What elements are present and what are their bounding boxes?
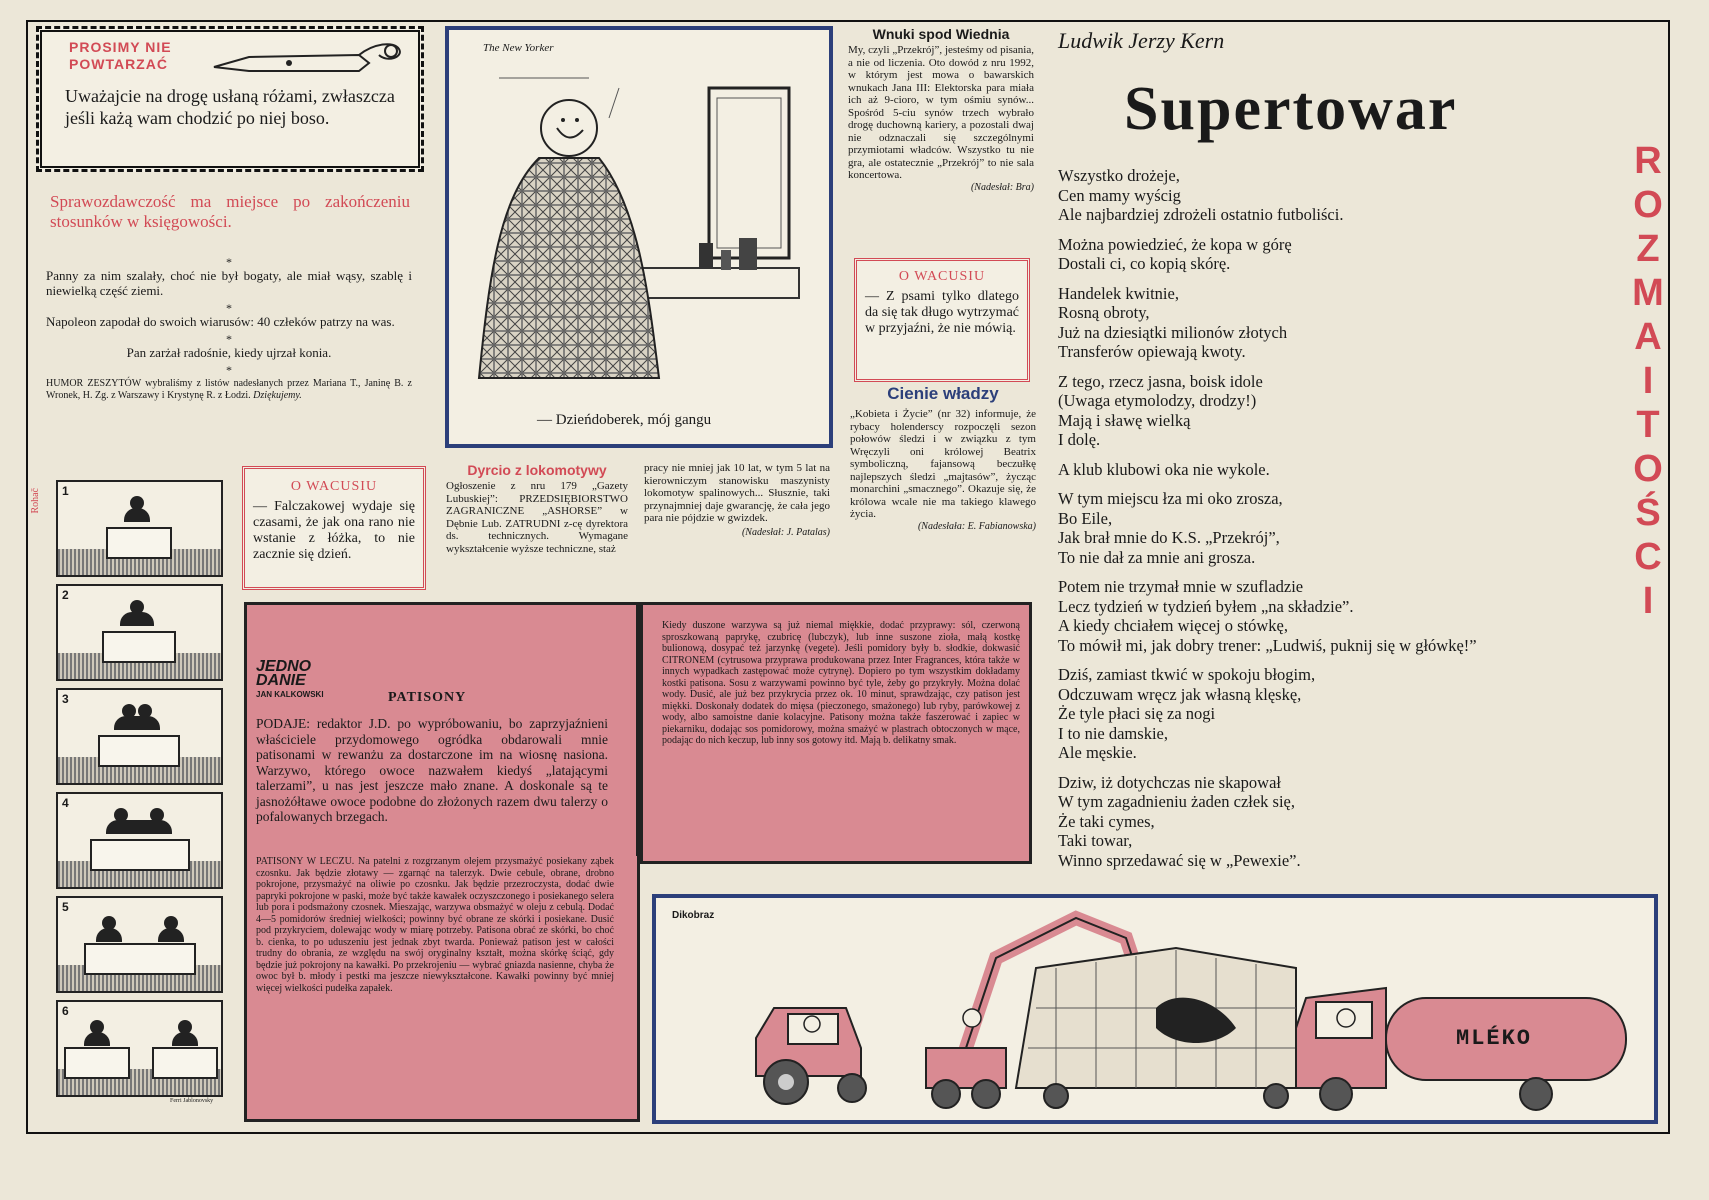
strip-panel: 1 (56, 480, 223, 577)
poem-title: Supertowar (1124, 75, 1458, 143)
strip-panel: 3 (56, 688, 223, 785)
recipe-right: Kiedy duszone warzywa są już niemal miękkie, dodać przyprawy: sól, czerwoną sproszkowaną paprykę, czubricę (lubczyk), lub inne suszone zioła, małą kostkę bulionową, dosypać też jarzynkę (vegete). Jeśli pomidory były b. słodkie, dokwasić CITRONEM (cytrusowa przyprawa produkowana przez Inter Fragrances, która także w innych wypadkach zastępować może cytrynę). Dopiero po tym wszystkim dokładamy kostki patisona. Sosu z warzywami powinno być tyle, żeby go przykryły. Można dolać wody. Dusić, ale już bez przykrycia przez ok. 10 minut, sprawdzając, czy patison jest miękki. Doskonały dodatek do mięsa (pieczonego, smażonego) lub ryby, parówkowej z wody, albo samoistne danie kolacyjne. Patisony można także faszerować i zapiec w piekarniku, dodając sos pomidorowy, można smażyć w plastrach obtoczonych w mące, podając do nich keczup, lub inny sos gotowy itd. Mają b. delikatny smak. (662, 620, 1020, 746)
logo-line2: DANIE (256, 672, 306, 689)
newyorker-cartoon (445, 26, 833, 448)
recipe-author: JAN KALKOWSKI (256, 690, 324, 699)
poem-stanza: Wszystko drożeje, Cen mamy wyścig Ale najbardziej zdrożeli ostatnio futboliści. (1058, 166, 1344, 224)
strip-artist: Ferri Jablonovsky (170, 1098, 214, 1104)
poem-stanza: Dziś, zamiast tkwić w spokoju błogim, Odczuwam wręcz jak własną klęskę, Że tyle płaci się za nogi I to nie damskie, Ale męskie. (1058, 665, 1316, 762)
strip-panel: 6 (56, 1000, 223, 1097)
cienie-title: Cienie władzy (887, 384, 999, 403)
recipe-intro: PODAJE: redaktor J.D. po wypróbowaniu, bo zaprzyjaźnieni właściciele przydomowego ogródka obdarowali mnie patisonami w rewanżu za dostarczone im na wiosnę nasiona. Warzywo, którego owoce nazwałem kiedyś „latającymi talerzami”, u nas jest jeszcze mało znane. A doskonale są te jasnożółtawe owoce podobne do złożonych razem dwu talerzy o pofalowanych brzegach. (256, 716, 608, 824)
poem-stanza: Handelek kwitnie, Rosną obroty, Już na dziesiątki milionów złotych Transferów opiewają kwoty. (1058, 283, 1288, 361)
humor-item: Napoleon zapodał do swoich wiarusów: 40 człeków patrzy na was. (46, 314, 395, 329)
poem-stanza: Dziw, iż dotychczas nie skapował W tym zagadnieniu żaden człek się, Że taki cymes, Taki towar, Winno sprzedawać się w „Pewexie”. (1058, 772, 1301, 870)
cienie-text: „Kobieta i Życie” (nr 32) informuje, że rybacy holenderscy rozpoczęli sezon połowów śledzi i w związku z tym Wręczyli oni królowej Beatrix symboliczną, fajansową beczułkę najlepszych śledzi „majtasów”, życząc monarchini „smacznego”. Okazuje się, że królowa wcale nie ma takiego klawego życia. (850, 408, 1036, 520)
humor-item: Pan zarżał radośnie, kiedy ujrzał konia. (126, 345, 332, 360)
star-separator: * (226, 301, 232, 315)
prosimy-header: PROSIMY NIE POWTARZAĆ (69, 39, 172, 72)
tractor-train-drawing (656, 898, 1646, 1112)
strip-side-credit: Rohač (30, 488, 41, 514)
dyrcio-title: Dyrcio z lokomotywy (467, 462, 607, 478)
wnuki-article (848, 26, 1034, 193)
strip-panel: 4 (56, 792, 223, 889)
poem-stanza: W tym miejscu łza mi oko zrosza, Bo Eile, Jak brał mnie do K.S. „Przekrój”, To nie dał za mnie ani grosza. (1058, 489, 1283, 567)
strip-panel: 5 (56, 896, 223, 993)
recipe-logo (256, 660, 352, 699)
wacusiu-text: — Z psami tylko dlatego da się tak długo wytrzymać w przyjaźni, że nie mówią. (865, 289, 1019, 336)
dyrcio-col1: Ogłoszenie z nru 179 „Gazety Lubuskiej”: PRZEDSIĘBIORSTWO ZAGRANICZNE „ASHORSE” w Dębnie Lub. ZATRUDNI z-cę dyrektora ds. technicznych. Wymagane wykształcenie wyższe techniczne, staż (446, 480, 628, 555)
cartoon-caption: — Dzieńdoberek, mój gangu (537, 412, 712, 428)
section-title: ROZMAITOŚCI (1627, 140, 1669, 624)
poem-stanza: Z tego, rzecz jasna, boisk idole (Uwaga etymolodzy, drodzy!) Mają i sławę wielką I dolę. (1058, 371, 1263, 449)
cartoon-drawing (459, 58, 819, 408)
tank-label: MLÉKO (1456, 1026, 1533, 1051)
wacusiu-title: O WACUSIU (290, 479, 378, 494)
wacusiu-box-2 (854, 258, 1030, 382)
dikobraz-source: Dikobraz (672, 910, 715, 921)
cienie-article (850, 384, 1036, 532)
humor-column (46, 256, 412, 401)
pencil-doodle-icon (209, 35, 409, 85)
star-separator: * (226, 363, 232, 377)
wacusiu-title: O WACUSIU (898, 269, 986, 284)
prosimy-box (36, 26, 424, 172)
cienie-credit: (Nadesłała: E. Fabianowska) (917, 520, 1036, 532)
recipe-body: PATISONY W LECZU. Na patelni z rozgrzanym olejem przysmażyć posiekany ząbek czosnku. Jak będzie złotawy — zgarnąć na talerzyk. Dwie cebule, obrane, drobno pokrojone, przysmażyć na oliwie po czosnku. Jak będzie przezroczysta, dodać dwie papryki pokrojone w paski, może być także kawałek oczyszczonego i posiekanego selera lub pora i podsmażony czosnek. Mieszając, warzywa obsmażyć w oleju z cebulą. Dodać 4—5 pomidorów średniej wielkości; powinny być obrane ze skórki i posiekane. Dusić pod przykryciem, dolewając wody w miarę potrzeby. Patisona obrać ze skórki, bo choć b. cienka, to po uduszeniu jest jednak zbyt twarda. Ponieważ patison jest w całości trudny do obrania, ze względu na swój oryginalny kształt, można skórkę ściąć, gdy będzie już pokrojony na kawałki. Po przekrojeniu — wybrać gniazda nasienne, chyba że owoc był b. młody i pestki ma jeszcze niewykształcone. Kawałki powinny być mniej więcej wielkości pudełka zapałek. (256, 856, 614, 994)
logo-line1: JEDNO (256, 658, 312, 675)
star-separator: * (226, 255, 232, 269)
dyrcio-credit: (Nadesłał: J. Patalas) (741, 526, 830, 538)
wacusiu-text: — Falczakowej wydaje się czasami, że jak ona rano nie wstanie z łóżka, to nie zacznie się dzień. (253, 499, 415, 562)
poem-stanza: A klub klubowi oka nie wykole. (1058, 459, 1270, 479)
poem-body (1058, 166, 1618, 880)
wnuki-title: Wnuki spod Wiednia (872, 26, 1010, 42)
recipe-divider (636, 602, 638, 856)
dyrcio-col2-wrap (644, 462, 830, 538)
dyrcio-article (446, 462, 628, 555)
dyrcio-col2: pracy nie mniej jak 10 lat, w tym 5 lat na kierowniczym stanowisku maszynisty lokomotyw spalinowych... Słusznie, taki przynajmniej daje gwarancję, że cała jego para nie pójdzie w gwizdek. (644, 462, 830, 524)
humor-credit: HUMOR ZESZYTÓW wybraliśmy z listów nadesłanych przez Mariana T., Janinę B. z Wronek, H. Zg. z Warszawy i Krystynę R. z Łodzi. Dziękujemy. (46, 378, 412, 401)
strip-panel: 2 (56, 584, 223, 681)
wnuki-credit: (Nadesłał: Bra) (970, 181, 1034, 193)
poem-author: Ludwik Jerzy Kern (1058, 28, 1225, 53)
humor-headline: Sprawozdawczość ma miejsce po zakończeniu stosunków w księgowości. (50, 192, 410, 231)
recipe-title: PATISONY (388, 690, 467, 705)
cartoon-source: The New Yorker (483, 42, 554, 54)
humor-item: Panny za nim szalały, choć nie był bogaty, ale miał wąsy, szablę i niewielką część ziemi. (46, 268, 412, 298)
star-separator: * (226, 332, 232, 346)
wnuki-text: My, czyli „Przekrój”, jesteśmy od pisania, a nie od liczenia. Oto dowód z nru 1992, w którym jest mowa o bawarskich wnukach Jana III: Elektorska para miała ich aż 9-cioro, w tym ośmiu synów... Spośród 5-ciu synów trzech wybrało drogę duchowną kariery, a pozostali dwaj nie odznaczali się szczególnymi przymiotami władców. Wszystko tu nie gra, ale ostatecznie „Przekrój” to nie sala koncertowa. (848, 44, 1034, 181)
prosimy-text: Uważajcie na drogę usłaną różami, zwłaszcza jeśli każą wam chodzić po niej boso. (65, 86, 395, 128)
dikobraz-cartoon (652, 894, 1658, 1124)
poem-stanza: Potem nie trzymał mnie w szufladzie Lecz tydzień w tydzień byłem „na składzie”. A kiedy chciałem więcej o stówkę, To mówił mi, jak dobry trener: „Ludwiś, puknij się w główkę!” (1058, 577, 1477, 655)
wacusiu-box-1 (242, 466, 426, 590)
poem-stanza: Można powiedzieć, że kopa w górę Dostali ci, co kopią skórę. (1058, 234, 1292, 273)
